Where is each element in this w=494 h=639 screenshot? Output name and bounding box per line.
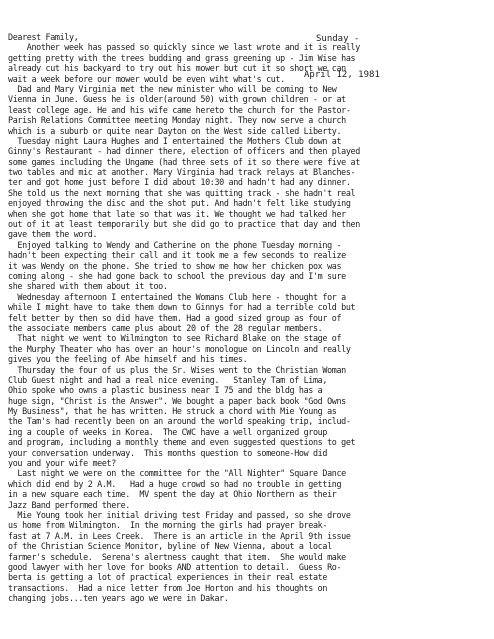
letter-line: us home from Wilmington. In the morning the girls had prayer break- — [8, 520, 328, 531]
letter-line: felt better by then so did have them. Had a good sized group as four of — [8, 312, 342, 323]
letter-line: Parish Relations Committee meeting Monday night. They now serve a church — [8, 115, 346, 126]
letter-line: some games including the Ungame (had three sets of it so there were five at — [8, 156, 360, 167]
date-full: April 12, 1981 — [304, 70, 380, 80]
letter-line: which did end by 2 A.M. Had a huge crowd so had no trouble in getting — [8, 478, 342, 489]
letter-line: out of it at least temporarily but she did go to practice that day and then — [8, 219, 360, 230]
salutation: Dearest Family, — [8, 32, 79, 42]
letter-line: the Murphy Theater who has over an hour's monologue on Lincoln and really — [8, 343, 351, 354]
letter-line: Last night we were on the committee for the "All Nighter" Square Dance — [8, 468, 346, 479]
letter-line: and program, including a monthly theme and even suggested questions to get — [8, 437, 356, 448]
letter-line: Thursday the four of us plus the Sr. Wises went to the Christian Woman — [8, 364, 346, 375]
letter-line: Ginny's Restaurant - had dinner there, election of officers and then played — [8, 146, 360, 157]
letter-line: ing a couple of weeks in Korea. The CWC have a well organized group — [8, 426, 328, 437]
letter-line: in a new square each time. MV spent the day at Ohio Northern as their — [8, 489, 337, 500]
letter-line: Another week has passed so quickly since we last wrote and it is really — [8, 42, 360, 53]
letter-line: changing jobs...ten years ago we were in Dakar. — [8, 593, 229, 604]
letter-line: when she got home that late so that was it. We thought we had talked her — [8, 208, 346, 219]
letter-line: Jazz Band performed there. — [8, 499, 130, 510]
letter-line: she shared with them about it too. — [8, 281, 168, 292]
letter-line: getting pretty with the trees budding and grass greening up - Jim Wise has — [8, 52, 356, 63]
letter-line: already cut his backyard to try out his mower but cut it so short we can — [8, 63, 346, 74]
letter-line: Tuesday night Laura Hughes and I entertained the Mothers Club down at — [8, 135, 342, 146]
letter-line: least college age. He and his wife came hereto the church for the Pastor- — [8, 104, 351, 115]
letter-line: two tables and mic at another. Mary Virginia had track relays at Blanches- — [8, 167, 356, 178]
letter-line: hadn't been expecting their call and it took me a few seconds to realize — [8, 250, 346, 261]
letter-line: enjoyed throwing the disc and the shot put. And hadn't felt like studying — [8, 198, 351, 209]
letter-line: Enjoyed talking to Wendy and Catherine on the phone Tuesday morning - — [8, 239, 342, 250]
letter-line: the Tam's had recently been on an around the world speaking trip, includ- — [8, 416, 351, 427]
letter-line: That night we went to Wilmington to see Richard Blake on the stage of — [8, 333, 342, 344]
letter-line: Club Guest night and had a real nice evening. Stanley Tam of Lima, — [8, 374, 328, 385]
letter-line: of the Christian Science Monitor, byline of New Vienna, about a local — [8, 541, 332, 552]
letter-body — [8, 32, 492, 603]
letter-line: while I might have to take them down to Ginnys for had a terrible cold but — [8, 302, 356, 313]
letter-line: wait a week before our mower would be even wiht what's cut. — [8, 73, 285, 84]
letter-line: coming along - she had gone back to school the previous day and I'm sure — [8, 270, 346, 281]
letter-line: Vienna in June. Guess he is older(around 50) with grown children - or at — [8, 94, 346, 105]
letter-line: fast at 7 A.M. in Lees Creek. There is an article in the April 9th issue — [8, 530, 351, 541]
letter-line: berta is getting a lot of practical experiences in their real estate — [8, 572, 328, 583]
letter-line: your conversation underway. This months question to someone-How did — [8, 447, 328, 458]
letter-line: transactions. Had a nice letter from Joe Horton and his thoughts on — [8, 582, 328, 593]
letter-line: Ohio spoke who owns a plastic business near I 75 and the bldg has a — [8, 385, 323, 396]
date-weekday: Sunday - — [316, 34, 360, 44]
letter-line: which is a suburb or quite near Dayton on the West side called Liberty. — [8, 125, 342, 136]
letter-line: good lawyer with her love for books AND attention to detail. Guess Ro- — [8, 561, 342, 572]
letter-line: Mie Young took her initial driving test Friday and passed, so she drove — [8, 509, 351, 520]
letter-line: My Business", that he has written. He struck a chord with Mie Young as — [8, 406, 337, 417]
letter-line: gives you the feeling of Abe himself and his times. — [8, 354, 248, 365]
letter-line: the associate members came plus about 20 of the 28 regular members. — [8, 322, 323, 333]
letter-line: gave them the word. — [8, 229, 98, 240]
letter-line: Dad and Mary Virginia met the new minister who will be coming to New — [8, 83, 337, 94]
letter-line: huge sign, "Christ is the Answer". We bought a paper back book "God Owns — [8, 395, 346, 406]
letter-line: She told us the next morning that she was quitting track - she hadn't real — [8, 187, 356, 198]
letter-line: you and your wife meet? — [8, 458, 116, 469]
letter-line: Wednesday afternoon I entertained the Womans Club here - thought for a — [8, 291, 346, 302]
letter-line: it was Wendy on the phone. She tried to show me how her chicken pox was — [8, 260, 342, 271]
letter-line: ter and got home just before I did about 10:30 and hadn't had any dinner. — [8, 177, 351, 188]
letter-line: farmer's schedule. Serena's alertness caught that item. She would make — [8, 551, 346, 562]
